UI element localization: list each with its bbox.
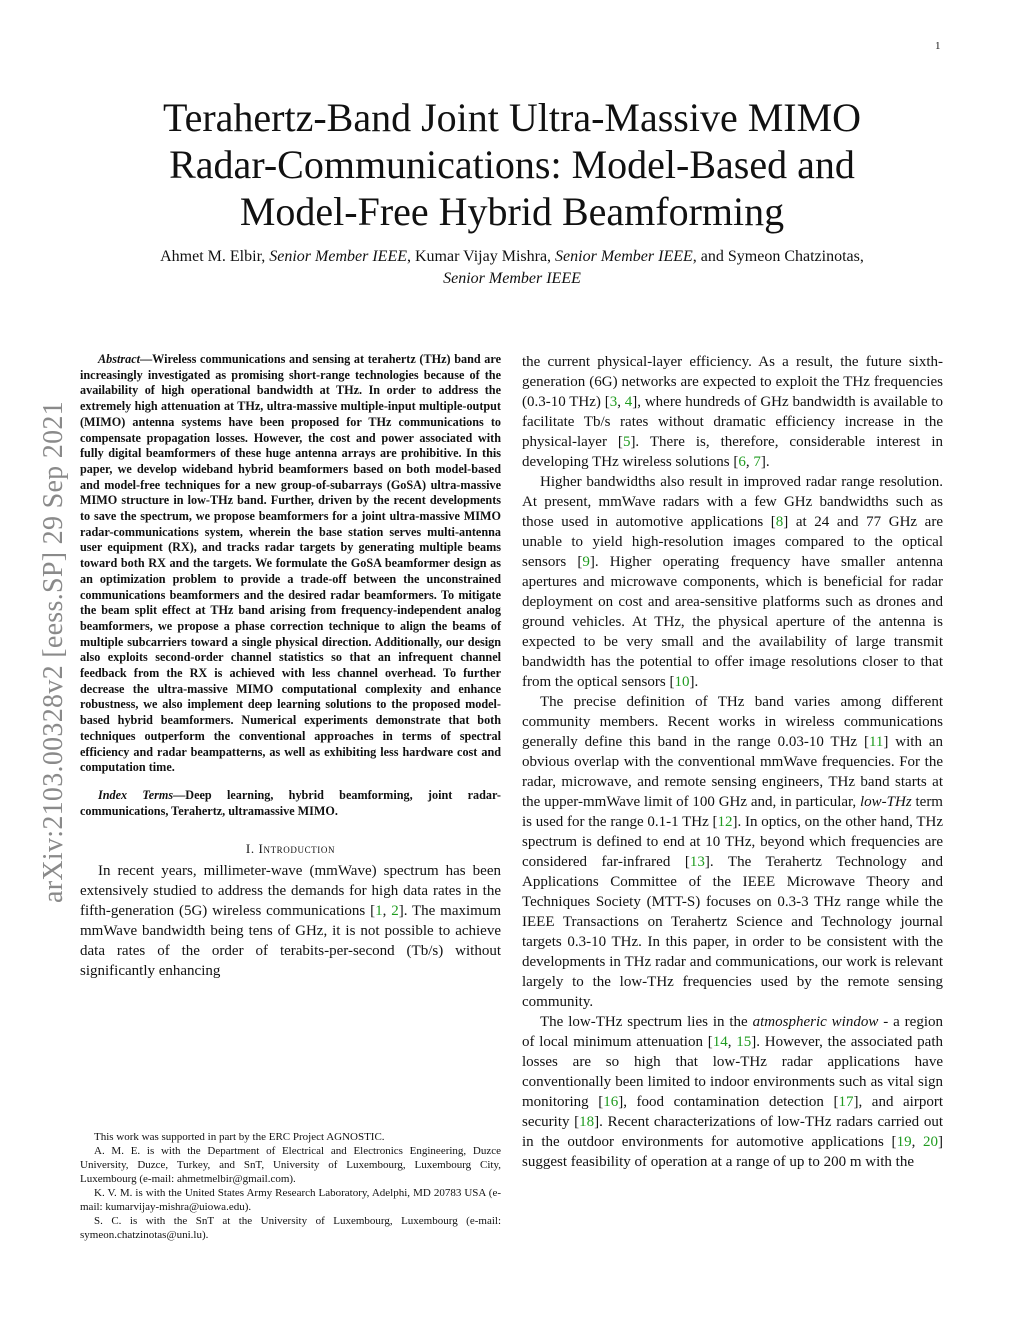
citation-link[interactable]: 5 <box>622 434 631 450</box>
text-run: , <box>382 903 392 920</box>
citation-link[interactable]: 4 <box>624 394 633 410</box>
section-number: I. <box>245 841 259 857</box>
text-run: The precise definition of THz band varies among different community members. Recent works in wireless communications generally define this band in the range 0.03-10 THz [ <box>522 694 943 750</box>
text-run: In recent years, millimeter-wave (mmWave) spectrum has been extensively studied to address the demands for high data rates in the fifth-generation (5G) wireless communications [ <box>80 863 501 920</box>
text-run: - a region of local minimum attenuation [ <box>522 1014 943 1050</box>
citation-link[interactable]: 10 <box>674 674 690 690</box>
text-run: ] at 24 and 77 GHz are unable to yield high-resolution images compared to the optical sensors [ <box>522 514 943 570</box>
index-terms-label: Index Terms <box>98 787 174 802</box>
text-run: The low-THz spectrum lies in the <box>540 1014 753 1030</box>
index-terms <box>80 788 501 819</box>
text-run: ]. However, the associated path losses are so high that low-THz radar applications have conventionally been limited to indoor environments such as vital sign monitoring [ <box>522 1034 944 1110</box>
body-paragraph <box>522 1012 943 1172</box>
author-list <box>80 246 944 290</box>
author-name: , Kumar Vijay Mishra, <box>406 248 556 265</box>
arxiv-identifier-text: arXiv:2103.00328v2 [eess.SP] 29 Sep 2021 <box>38 401 69 903</box>
citation-link[interactable]: 1 <box>375 903 383 920</box>
citation-link[interactable]: 9 <box>582 554 590 570</box>
text-run: ]. There is, therefore, considerable interest in developing THz wireless solutions [ <box>522 434 943 470</box>
abstract-label: Abstract <box>98 352 140 366</box>
intro-paragraph <box>80 861 501 981</box>
footnote: S. C. is with the SnT at the University of Luxembourg, Luxembourg (e-mail: symeon.chatzinotas@uni.lu). <box>80 1215 501 1241</box>
text-run: ]. <box>760 454 770 470</box>
emphasis: low-THz <box>859 794 912 810</box>
citation-link[interactable]: 8 <box>775 514 784 530</box>
abstract-text: —Wireless communications and sensing at terahertz (THz) band are increasingly investigated as promising short-range technologies because of the availability of high operational bandwidth at THz. In order to address the extremely high attenuation at THz, ultra-massive multiple-input multiple-output (MIMO) antenna systems have been proposed for THz communications to compensate propagation losses. However, the cost and power associated with fully digital beamformers of these huge antenna arrays are prohibitive. In this paper, we develop wideband hybrid beamformers based on both model-based and model-free techniques for a new group-of-subarrays (GoSA) ultra-massive MIMO structure in low-THz band. Further, driven by the recent developments to save the spectrum, we propose beamformers for a joint ultra-massive MIMO radar-communications system, wherein the base station serves multi-antenna user equipment (RX), and tracks radar targets by generating multiple beams toward both RX and the targets. We formulate the GoSA beamformer design as an optimization problem to provide a trade-off between the unconstrained communications beamformers and the desired radar beamformers. To mitigate the beam split effect at THz band arising from frequency-independent analog beamformers, we propose a phase correction technique to align the beams of multiple subcarriers toward a single physical direction. Additionally, our design also exploits second-order channel statistics so that an infrequent channel feedback from the RX is achieved with less channel overhead. To further decrease the ultra-massive MIMO computational complexity and enhance robustness, we also implement deep learning solutions to the proposed model-based hybrid beamformers. Numerical experiments demonstrate that both techniques outperform the conventional approaches in terms of spectral efficiency and radar beampatterns, as well as exhibiting less hardware cost and computation time. <box>80 352 501 775</box>
text-run: the current physical-layer efficiency. As a result, the future sixth-generation (6G) networks are expected to exploit the THz frequencies (0.3-10 THz) [ <box>522 354 943 410</box>
text-run: , <box>745 454 754 470</box>
body-paragraph <box>522 692 943 1012</box>
right-column <box>522 352 943 1172</box>
text-run: ]. <box>689 674 699 690</box>
section-title: Introduction <box>258 841 336 857</box>
text-run: term is used for the range 0.1-1 THz [ <box>522 794 943 830</box>
citation-link[interactable]: 16 <box>603 1094 619 1110</box>
citation-link[interactable]: 7 <box>753 454 761 470</box>
citation-link[interactable]: 13 <box>689 854 705 870</box>
author-membership: Senior Member IEEE <box>555 248 693 265</box>
footnote: This work was supported in part by the ERC Project AGNOSTIC. <box>94 1131 385 1143</box>
emphasis: atmospheric window <box>752 1014 879 1030</box>
text-run: , <box>727 1034 737 1050</box>
citation-link[interactable]: 15 <box>736 1034 752 1050</box>
text-run: ] suggest feasibility of operation at a range of up to 200 m with the <box>522 1134 943 1170</box>
text-run: ], food contamination detection [ <box>618 1094 839 1110</box>
citation-link[interactable]: 12 <box>717 814 733 830</box>
footnote: K. V. M. is with the United States Army Research Laboratory, Adelphi, MD 20783 USA (e-mail: kumarvijay-mishra@uiowa.edu). <box>80 1187 501 1213</box>
index-terms-text: —Deep learning, hybrid beamforming, joint radar-communications, Terahertz, ultramassive MIMO. <box>80 787 501 818</box>
text-run: ] with an obvious overlap with the conventional mmWave frequencies. For the radar, microwave, and remote sensing engineers, THz band starts at the upper-mmWave limit of 100 GHz and, in particular, <box>522 734 943 810</box>
citation-link[interactable]: 3 <box>609 394 618 410</box>
citation-link[interactable]: 19 <box>896 1134 912 1150</box>
author-name: Ahmet M. Elbir, <box>160 248 270 265</box>
abstract <box>80 352 501 776</box>
title-line: Terahertz-Band Joint Ultra-Massive MIMO <box>162 95 862 140</box>
footnote: A. M. E. is with the Department of Electrical and Electronics Engineering, Duzce University, Duzce, Turkey, and SnT, University of Luxembourg, Luxembourg City, Luxembourg (e-mail: ahmetmelbir@gmail.com). <box>80 1145 501 1185</box>
text-run: ], where hundreds of GHz bandwidth is available to facilitate Tb/s rates without dramatic efficiency increase in the physical-layer [ <box>522 394 944 450</box>
text-run: ]. In optics, on the other hand, THz spectrum is defined to end at 10 THz, beyond which frequencies are considered far-infrared [ <box>522 814 944 870</box>
arxiv-identifier <box>36 352 69 952</box>
citation-link[interactable]: 20 <box>923 1134 938 1150</box>
text-run: ]. Higher operating frequency have smaller antenna apertures and microwave components, which is beneficial for radar deployment on cost and area-sensitive platforms such as drones and ground vehicles. At THz, the physical aperture of the antenna is expected to be very small and the availability of large transmit bandwidth has the potential to offer image resolutions closer to that from the optical sensors [ <box>522 554 943 690</box>
footnotes <box>80 1130 501 1242</box>
author-membership: Senior Member IEEE <box>443 270 581 287</box>
title-line: Model-Free Hybrid Beamforming <box>239 189 785 234</box>
text-run: , <box>911 1134 923 1150</box>
text-run: Higher bandwidths also result in improved radar range resolution. At present, mmWave radars with a few GHz bandwidths such as those used in automotive applications [ <box>522 474 943 530</box>
citation-link[interactable]: 14 <box>712 1034 728 1050</box>
text-run: ]. The Terahertz Technology and Applications Committee of the IEEE Microwave Theory and Techniques Society (MTT-S) focuses on 0.3-3 THz range while the IEEE Transactions on Terahertz Science and Technology journal targets 0.3-10 THz. In this paper, in order to be consistent with the developments in THz radar and communications, our work is relevant largely to the low-THz frequencies used by the remote sensing community. <box>522 854 944 1010</box>
text-run: ], and airport security [ <box>522 1094 943 1130</box>
citation-link[interactable]: 2 <box>391 903 399 920</box>
page-number: 1 <box>935 40 941 52</box>
author-membership: Senior Member IEEE <box>269 248 407 265</box>
left-column <box>80 352 501 981</box>
text-run: , <box>617 394 625 410</box>
section-heading-introduction <box>80 841 501 857</box>
citation-link[interactable]: 17 <box>838 1094 854 1110</box>
text-run: ]. The maximum mmWave bandwidth being tens of GHz, it is not possible to achieve data rates of the order of terabits-per-second (Tb/s) without significantly enhancing <box>80 903 502 980</box>
author-name: , and Symeon Chatzinotas, <box>692 248 864 265</box>
body-paragraph <box>522 352 943 472</box>
citation-link[interactable]: 6 <box>738 454 746 470</box>
title-line: Radar-Communications: Model-Based and <box>169 142 855 187</box>
paper-title <box>80 94 944 235</box>
text-run: ]. Recent characterizations of low-THz radars carried out in the outdoor environments for automotive applications [ <box>522 1114 944 1150</box>
body-paragraph <box>522 472 943 692</box>
citation-link[interactable]: 18 <box>579 1114 595 1130</box>
citation-link[interactable]: 11 <box>868 734 884 750</box>
